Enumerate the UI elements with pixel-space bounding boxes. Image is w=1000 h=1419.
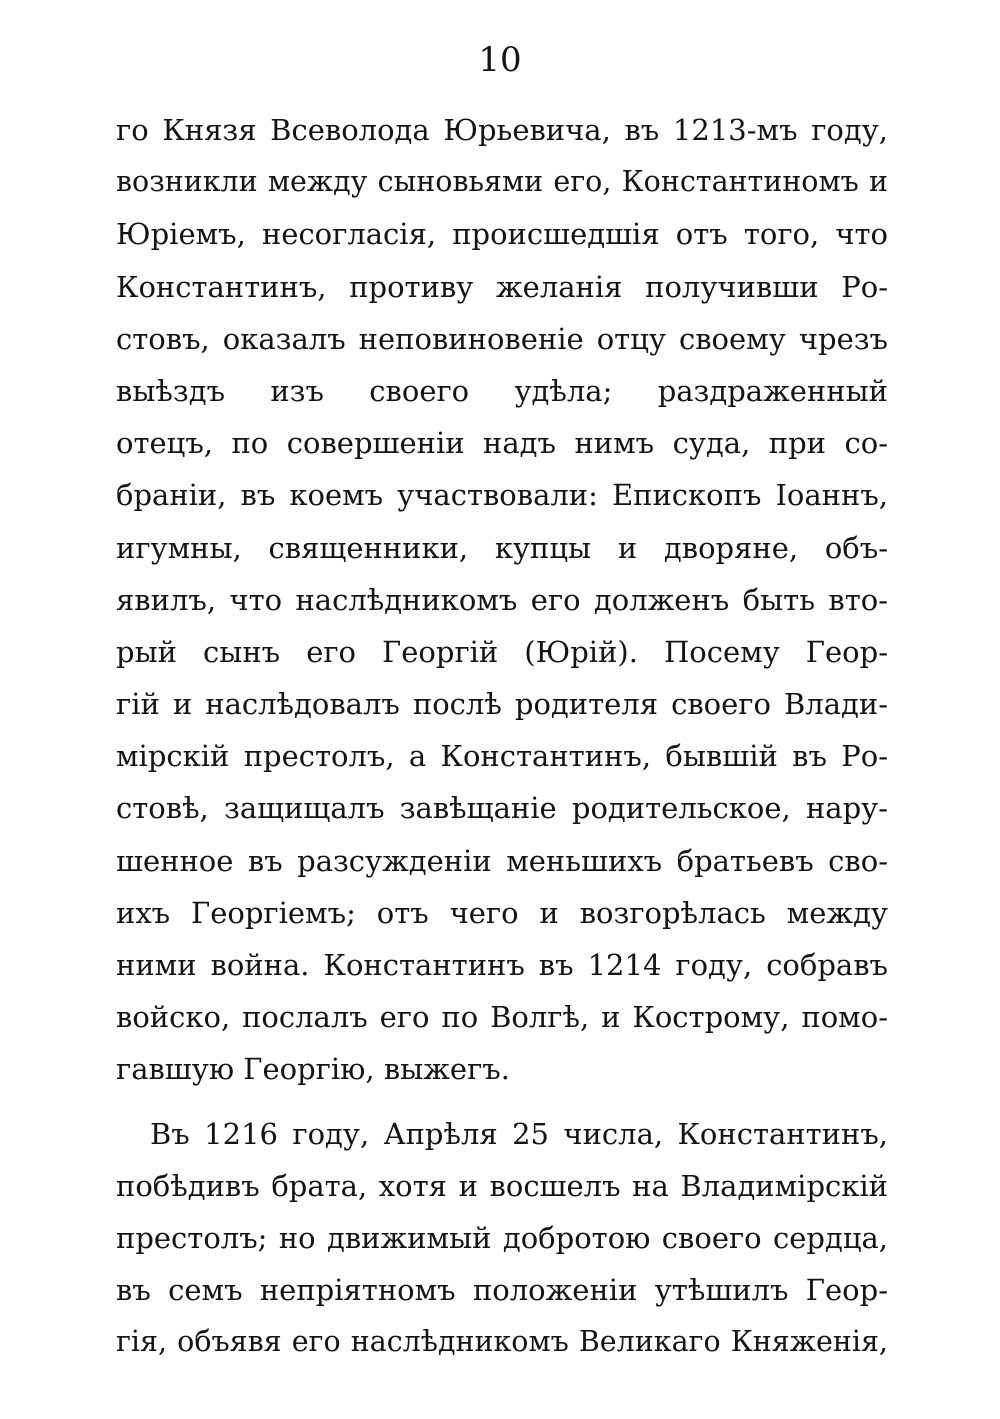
text-line: ними война. Константинъ въ 1214 году, собравъ <box>116 948 888 982</box>
text-line: въ семъ непріятномъ положеніи утѣшилъ Геор- <box>116 1273 888 1308</box>
text-line: Константинъ, противу желанія получивши Ро- <box>116 269 888 304</box>
text-line: браніи, въ коемъ участвовали: Епископъ Іоаннъ, <box>116 478 888 513</box>
paragraph-gap <box>116 1096 888 1108</box>
text-line: войско, послалъ его по Волгѣ, и Кострому, помо- <box>116 1000 888 1035</box>
text-line: мірскій престолъ, а Константинъ, бывшій въ Ро- <box>116 739 888 774</box>
text-line: Въ 1216 году, Апрѣля 25 числа, Константинъ, <box>150 1116 888 1151</box>
text-line: стовъ, оказалъ неповиновеніе отцу своему чрезъ <box>116 321 888 356</box>
text-line: шенное въ разсужденіи меньшихъ братьевъ сво- <box>116 843 888 878</box>
text-line: Юріемъ, несогласія, происшедшія отъ того, что <box>116 217 888 252</box>
text-line: гій и наслѣдовалъ послѣ родителя своего Влади- <box>116 687 888 722</box>
text-line: отецъ, по совершеніи надъ нимъ суда, при со- <box>116 426 888 461</box>
text-line: явилъ, что наслѣдникомъ его долженъ быть вто- <box>116 582 888 617</box>
paragraph-2 <box>116 1108 888 1369</box>
text-line: игумны, священники, купцы и дворяне, объ- <box>116 530 888 565</box>
text-line: побѣдивъ брата, хотя и восшелъ на Владимірскій <box>116 1168 888 1203</box>
text-line: гавшую Георгію, выжегъ. <box>116 1052 510 1087</box>
paragraph-1 <box>116 104 888 1096</box>
text-line: выѣздъ изъ своего удѣла; раздраженный <box>116 373 888 408</box>
body-text <box>116 104 888 1369</box>
page-number: 10 <box>478 40 522 80</box>
text-line: рый сынъ его Георгій (Юрій). Посему Геор- <box>116 634 888 669</box>
text-line: гія, объявя его наслѣдникомъ Великаго Княженія, <box>116 1325 888 1359</box>
text-line: го Князя Всеволода Юрьевича, въ 1213-мъ году, <box>116 113 888 147</box>
text-line: возникли между сыновьями его, Константиномъ и <box>116 165 888 199</box>
text-line: ихъ Георгіемъ; отъ чего и возгорѣлась между <box>116 895 888 930</box>
text-line: стовѣ, защищалъ завѣщаніе родительское, нару- <box>116 791 888 826</box>
text-line: престолъ; но движимый добротою своего сердца, <box>116 1220 888 1255</box>
